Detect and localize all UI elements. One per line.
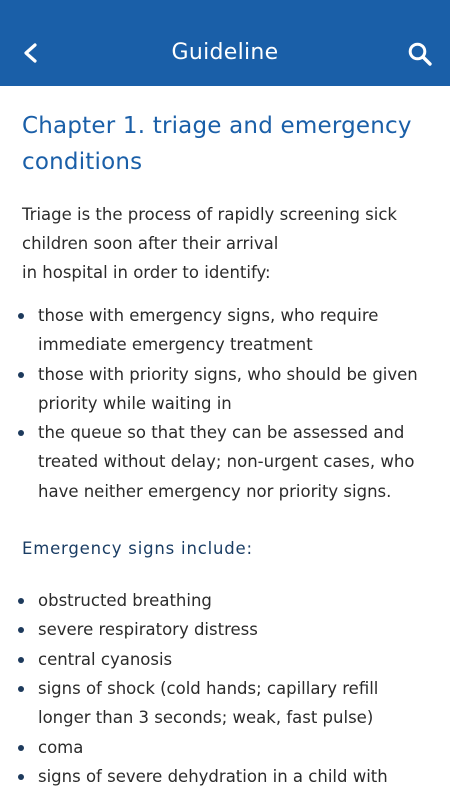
bullet-icon	[18, 313, 24, 319]
list-item-text: signs of severe dehydration in a child with	[38, 766, 388, 786]
chapter-title: Chapter 1. triage and emergency conditions	[22, 113, 412, 175]
list-item-text: signs of shock (cold hands; capillary refill longer than 3 seconds; weak, fast pulse)	[38, 678, 379, 728]
list-item	[18, 301, 430, 360]
emergency-signs-heading: Emergency signs include:	[22, 539, 253, 559]
list-item	[18, 645, 430, 674]
list-item-text: those with emergency signs, who require immediate emergency treatment	[38, 306, 379, 355]
search-button[interactable]	[404, 40, 436, 72]
intro-paragraph	[22, 200, 426, 287]
list-item-text: the queue so that they can be assessed and treated without delay; non-urgent cases, who have neither emergency nor priority signs.	[38, 423, 415, 501]
page-title: Guideline	[171, 40, 279, 65]
bullet-icon	[18, 745, 24, 751]
list-item	[18, 762, 430, 791]
bullet-icon	[18, 598, 24, 604]
list-item-text: obstructed breathing	[38, 591, 212, 611]
list-item	[18, 733, 430, 762]
triage-list	[18, 301, 430, 506]
list-item-text: central cyanosis	[38, 649, 173, 669]
bullet-icon	[18, 430, 24, 436]
intro-line: Triage is the process of rapidly screening sick	[22, 205, 397, 224]
emergency-signs-list	[18, 586, 430, 791]
list-item	[18, 615, 430, 644]
list-item	[18, 674, 430, 733]
intro-line: in hospital in order to identify:	[22, 263, 271, 282]
list-item-text: those with priority signs, who should be given priority while waiting in	[38, 364, 418, 413]
bullet-icon	[18, 774, 24, 780]
bullet-icon	[18, 372, 24, 378]
bullet-icon	[18, 657, 24, 663]
bullet-icon	[18, 627, 24, 633]
list-item-text: coma	[38, 737, 84, 757]
list-item	[18, 586, 430, 615]
intro-line: children soon after their arrival	[22, 234, 279, 253]
app-bar	[0, 0, 450, 86]
search-icon	[407, 41, 433, 71]
bullet-icon	[18, 686, 24, 692]
list-item	[18, 360, 430, 419]
guideline-content[interactable]	[0, 86, 450, 800]
list-item	[18, 418, 430, 506]
list-item-text: severe respiratory distress	[38, 620, 258, 640]
